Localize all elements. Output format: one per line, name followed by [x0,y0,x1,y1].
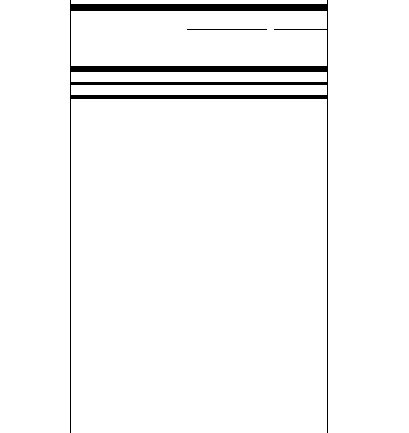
cofactors-section-title [71,69,327,83]
sub-header [71,40,327,69]
label-title [71,0,327,2]
milk-header-rule [274,29,327,30]
thick-divider [71,4,327,11]
footnotes [71,96,327,101]
column-group-header [71,11,327,40]
enzyme-section-title [71,83,327,96]
water-header-rule [187,29,267,30]
supplement-facts-label [70,0,328,433]
